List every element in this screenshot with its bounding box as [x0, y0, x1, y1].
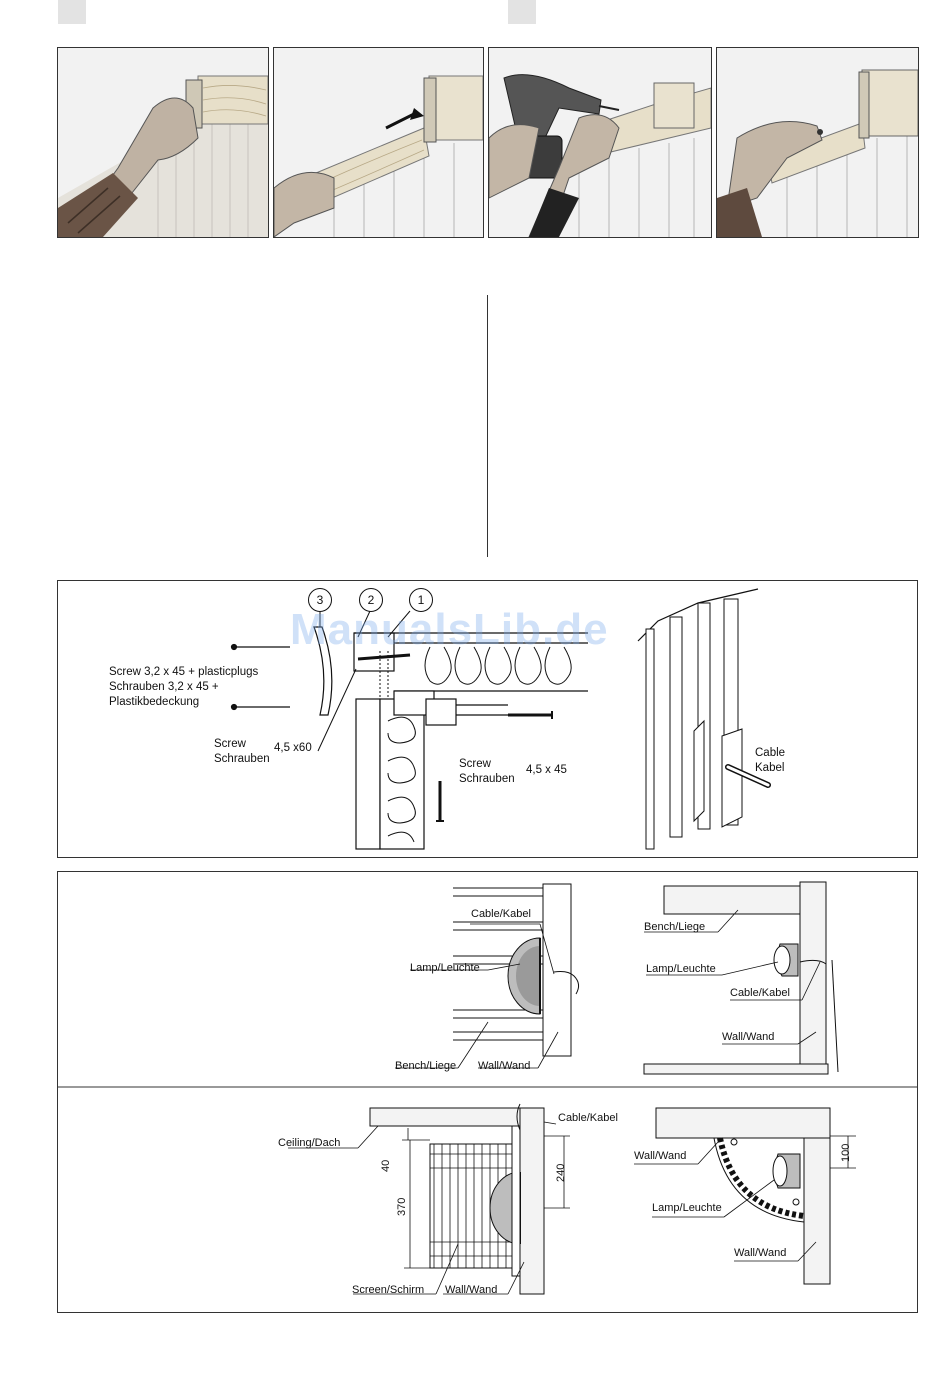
- d2r-bench-label: Bench/Liege: [644, 921, 706, 933]
- label-screw-plastic-1: Screw 3,2 x 45 + plasticplugs: [109, 666, 259, 678]
- watermark: ManualsLib.de: [290, 605, 609, 654]
- label-screw-45-size: 4,5 x 45: [526, 764, 567, 776]
- callout-2: 2: [359, 588, 383, 612]
- label-screw-plastic-2: Schrauben 3,2 x 45 +: [109, 681, 219, 693]
- label-cable-1: Cable: [755, 747, 786, 759]
- photo-covering-screw: [716, 47, 919, 238]
- step-marker-right: [508, 0, 536, 24]
- d3r-lamp-label: Lamp/Leuchte: [652, 1202, 722, 1214]
- label-screw-45-2: Schrauben: [459, 773, 515, 785]
- d2r-wall-label: Wall/Wand: [722, 1031, 775, 1043]
- callout-3: 3: [308, 588, 332, 612]
- label-screw-60-1: Screw: [214, 738, 246, 750]
- d2l-wall-label: Wall/Wand: [478, 1060, 531, 1072]
- photo-drilling-screw: [488, 47, 712, 238]
- photo-sliding-cover-board: [273, 47, 484, 238]
- d3r-wall-top-label: Wall/Wand: [634, 1150, 687, 1162]
- d2l-cable-label: Cable/Kabel: [471, 908, 531, 920]
- photo-fitting-cover-board: [57, 47, 269, 238]
- d3l-cable-label: Cable/Kabel: [558, 1112, 618, 1124]
- diagram-lamp-installation: [57, 871, 918, 1313]
- d3l-dim-370: 370: [396, 1197, 408, 1216]
- d2r-cable-label: Cable/Kabel: [730, 987, 790, 999]
- d3l-dim-240: 240: [555, 1163, 567, 1182]
- d2l-bench-label: Bench/Liege: [395, 1060, 457, 1072]
- d3r-wall-bottom-label: Wall/Wand: [734, 1247, 787, 1259]
- d2r-lamp-label: Lamp/Leuchte: [646, 963, 716, 975]
- label-screw-45-1: Screw: [459, 758, 491, 770]
- label-cable-2: Kabel: [755, 762, 785, 774]
- label-screw-60-2: Schrauben: [214, 753, 270, 765]
- column-divider: [487, 295, 488, 557]
- d3l-wall-label: Wall/Wand: [445, 1284, 498, 1296]
- d3l-ceiling-label: Ceiling/Dach: [278, 1137, 341, 1149]
- label-screw-plastic-3: Plastikbedeckung: [109, 696, 200, 708]
- d3l-screen-label: Screen/Schirm: [352, 1284, 425, 1296]
- label-screw-60-size: 4,5 x60: [274, 742, 312, 754]
- callout-1: 1: [409, 588, 433, 612]
- step-marker-left: [58, 0, 86, 24]
- d3r-dim-100: 100: [840, 1143, 852, 1162]
- d2l-lamp-label: Lamp/Leuchte: [410, 962, 480, 974]
- d3l-dim-40: 40: [380, 1159, 392, 1172]
